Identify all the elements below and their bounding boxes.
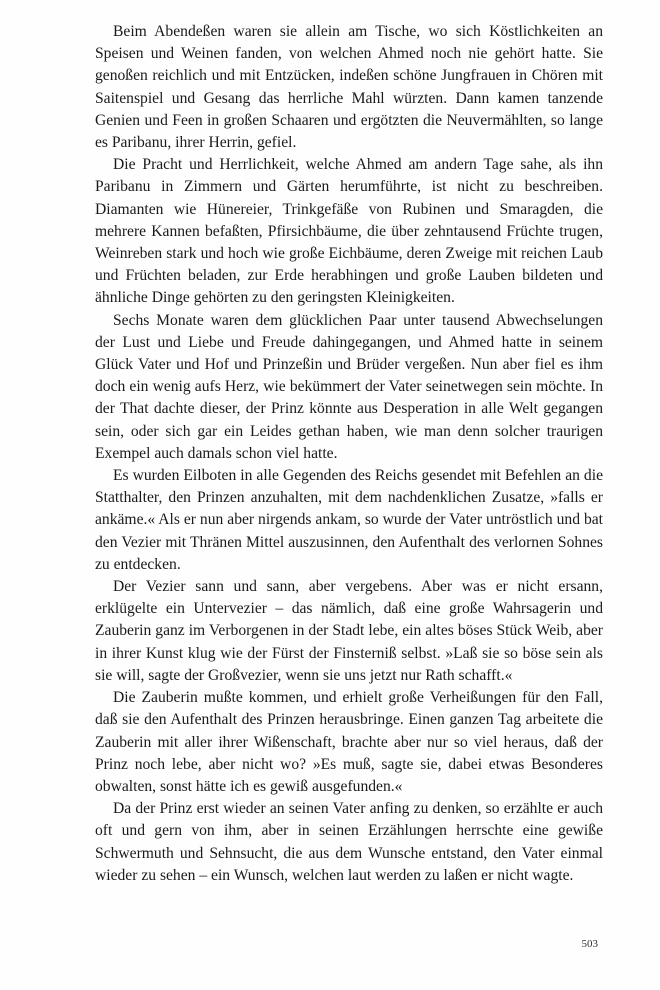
body-text bbox=[95, 21, 603, 887]
paragraph-2: Die Pracht und Herrlichkeit, welche Ahmed am andern Tage sahe, als ihn Paribanu in Zimmern und Gärten herumführte, ist nicht zu beschreiben. Diamanten wie Hünereier, Trinkgefäße von Rubinen und Smaragden, die mehrere Kannen befaßten, Pfirsichbäume, die über zehntausend Früchte trugen, Weinreben stark und hoch wie große Eichbäume, deren Zweige mit reichen Laub und Früchten beladen, zur Erde herabhingen und große Lauben bildeten und ähnliche Dinge gehörten zu den geringsten Kleinigkeiten. bbox=[95, 156, 603, 307]
paragraph-5: Der Vezier sann und sann, aber vergebens. Aber was er nicht ersann, erklügelte ein Untervezier – das nämlich, daß eine große Wahrsagerin und Zauberin ganz im Verborgenen in der Stadt lebe, ein altes böses Stück Weib, aber in ihrer Kunst klug wie der Fürst der Finsterniß selbst. »Laß sie so böse sein als sie will, sagte der Großvezier, wenn sie uns jetzt nur Rath schafft.« bbox=[95, 578, 603, 684]
paragraph-1: Beim Abendeßen waren sie allein am Tische, wo sich Köstlichkeiten an Speisen und Weinen fanden, von welchen Ahmed noch nie gehört hatte. Sie genoßen reichlich und mit Entzücken, indeßen schöne Jungfrauen in Chören mit Saitenspiel und Gesang das herrliche Mahl würzten. Dann kamen tanzende Genien und Feen in großen Schaaren und ergötzten die Neuvermählten, so lange es Paribanu, ihrer Herrin, gefiel. bbox=[95, 23, 603, 152]
page-number: 503 bbox=[581, 938, 598, 950]
paragraph-4: Es wurden Eilboten in alle Gegenden des Reichs gesendet mit Befehlen an die Statthalter, den Prinzen anzuhalten, mit dem nachdenklichen Zusatze, »falls er ankäme.« Als er nun aber nirgends ankam, so wurde der Vater untröstlich und bat den Vezier mit Thränen Mittel auszusinnen, den Aufenthalt des verlornen Sohnes zu entdecken. bbox=[95, 467, 603, 573]
paragraph-3: Sechs Monate waren dem glücklichen Paar unter tausend Abwechselungen der Lust und Liebe und Freude dahingegangen, und Ahmed hatte in seinem Glück Vater und Hof und Prinzeßin und Brüder vergeßen. Nun aber fiel es ihm doch ein wenig aufs Herz, wie bekümmert der Vater seinetwegen sein möchte. In der That dachte dieser, der Prinz könnte aus Desperation in alle Welt gegangen sein, oder sich gar ein Leides gethan haben, wie man denn solcher traurigen Exempel auch damals schon viel hatte. bbox=[95, 311, 603, 462]
paragraph-7: Da der Prinz erst wieder an seinen Vater anfing zu denken, so erzählte er auch oft und gern von ihm, aber in seinen Erzählungen herrschte eine gewiße Schwermuth und Sehnsucht, die aus dem Wunsche entstand, den Vater einmal wieder zu sehen – ein Wunsch, welchen laut werden zu laßen er nicht wagte. bbox=[95, 800, 603, 884]
paragraph-6: Die Zauberin mußte kommen, und erhielt große Verheißungen für den Fall, daß sie den Aufenthalt des Prinzen herausbringe. Einen ganzen Tag arbeitete die Zauberin mit aller ihrer Wißenschaft, brachte aber nur so viel heraus, daß der Prinz noch lebe, aber nicht wo? »Es muß, sagte sie, dabei etwas Besonderes obwalten, sonst hätte ich es gewiß ausgefunden.« bbox=[95, 689, 603, 795]
